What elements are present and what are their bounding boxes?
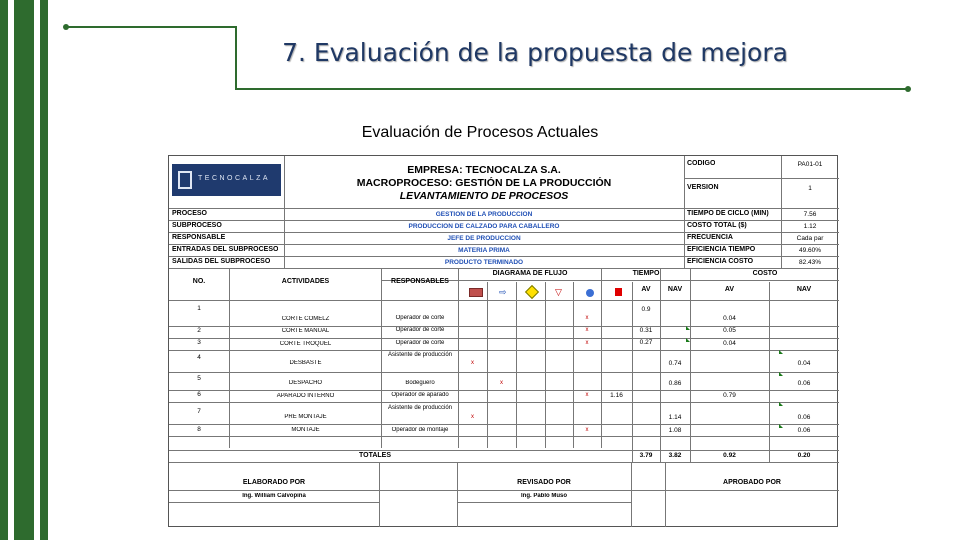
frame-line [235,88,909,90]
col-header-cost-av: AV [724,286,735,293]
row-flow-mark: x [585,427,589,433]
company-logo [172,164,281,196]
row-flow-mark: x [585,315,589,321]
left-stripe [40,0,48,540]
field-value: JEFE DE PRODUCCIÓN [447,235,521,242]
frame-dot [63,24,69,30]
row-time-nav: 1.14 [668,414,682,421]
col-header-responsible: RESPONSABLES [391,278,449,285]
row-responsible: Operador de corte [395,340,445,346]
field-value: MATERIA PRIMA [458,247,510,254]
row-activity: CORTE COMELZ [281,316,330,322]
row-flow-mark: x [471,360,474,366]
field-value: PRODUCTO TERMINADO [444,259,524,266]
row-activity: CORTE TROQUEL [279,341,332,347]
row-responsible: Operador de aparado [391,392,449,398]
version-value: 1 [808,185,812,192]
code-label: CODIGO [687,160,716,167]
field-label: RESPONSABLE [172,234,226,241]
row-cost-nav: 0.04 [797,360,811,367]
left-stripe [0,0,8,540]
col-header-cost: COSTO [752,270,778,277]
row-activity: DESPACHO [288,380,323,386]
metric-value: Cada par [796,235,824,242]
row-cost-av: 0.04 [723,315,736,322]
row-no: 8 [197,426,201,433]
left-stripe [14,0,34,540]
row-no: 7 [197,408,201,415]
logo-text: TECNOCALZA [198,175,271,182]
total-cost-av: 0.92 [723,452,736,459]
row-activity: CORTE MANUAL [281,328,330,334]
col-header-no: NO. [192,278,206,285]
row-no: 3 [197,339,201,346]
row-responsible: Asistente de producción [387,405,453,411]
cell-note-marker [779,402,783,406]
row-no: 2 [197,327,201,334]
field-label: SALIDAS DEL SUBPROCESO [172,258,271,265]
logo-icon [178,171,192,189]
total-cost-nav: 0.20 [797,452,811,459]
totals-label: TOTALES [358,452,392,459]
sheet-heading: LEVANTAMIENTO DE PROCESOS [399,190,569,202]
row-responsible: Operador de montaje [391,427,449,433]
company-name: EMPRESA: TECNOCALZA S.A. [407,164,561,176]
col-header-time-av: AV [641,286,651,293]
slide-title: 7. Evaluación de la propuesta de mejora [282,38,788,67]
prepared-by-name: Ing. William Calvopiña [242,493,306,499]
row-cost-nav: 0.06 [797,414,811,421]
prepared-by-label: ELABORADO POR [242,479,306,486]
field-value: PRODUCCIÓN DE CALZADO PARA CABALLERO [408,223,560,230]
row-responsible: Operador de corte [395,327,445,333]
row-cost-av: 0.05 [723,327,736,334]
row-no: 6 [197,391,201,398]
field-value: GESTIÓN DE LA PRODUCCIÓN [435,211,533,218]
field-label: PROCESO [172,210,208,217]
metric-value: 82.43% [798,259,822,266]
row-cost-nav: 0.06 [797,380,811,387]
row-activity: APARADO INTERNO [276,393,335,399]
cell-note-marker [686,338,690,342]
row-responsible: Operador de corte [395,315,445,321]
frame-line [66,26,236,28]
row-time-nav: 0.31 [639,327,653,334]
row-responsible: Bodeguero [405,380,435,386]
field-label: ENTRADAS DEL SUBPROCESO [172,246,279,253]
field-label: SUBPROCESO [172,222,222,229]
frame-line [235,26,237,90]
row-activity: MONTAJE [291,427,320,433]
metric-value: 1.12 [803,223,817,230]
metric-label: FRECUENCIA [687,234,733,241]
row-cost-av: 0.79 [723,392,736,399]
inspection-circle-icon [586,289,594,297]
row-no: 1 [197,305,201,312]
col-header-cost-nav: NAV [796,286,812,293]
row-flow-mark: x [500,380,503,386]
row-activity: PRE MONTAJE [284,414,327,420]
row-time-nav: 0.27 [639,339,653,346]
col-header-flow: DIAGRAMA DE FLUJO [492,270,568,277]
macroprocess: MACROPROCESO: GESTIÓN DE LA PRODUCCIÓN [356,177,612,189]
col-header-time: TIEMPO [632,270,660,277]
row-no: 5 [197,375,201,382]
process-sheet [168,155,838,527]
row-activity: DESBASTE [289,360,322,366]
version-label: VERSIÓN [687,184,719,191]
transport-arrow-icon: ⇨ [499,287,507,297]
total-time-nav: 3.82 [668,452,682,459]
row-flow-mark: x [585,327,589,333]
delay-icon [615,288,622,296]
row-time-nav: 0.86 [668,380,682,387]
row-time-nav: 0.74 [668,360,682,367]
reviewed-by-name: Ing. Pablo Muso [521,493,567,499]
col-header-activities: ACTIVIDADES [281,278,330,285]
row-responsible: Asistente de producción [387,352,453,358]
row-cost-nav: 0.06 [797,427,811,434]
frame-dot [905,86,911,92]
metric-label: TIEMPO DE CICLO (MIN) [687,210,769,217]
row-flow-mark: x [585,392,589,398]
total-time-av: 3.79 [639,452,653,459]
row-time-nav: 0.9 [641,306,651,313]
metric-label: EFICIENCIA TIEMPO [687,246,756,253]
cell-note-marker [686,326,690,330]
row-time-nav: 1.08 [668,427,682,434]
metric-value: 49.60% [798,247,822,254]
storage-triangle-icon: ▽ [555,287,562,297]
cell-note-marker [779,372,783,376]
metric-label: EFICIENCIA COSTO [687,258,754,265]
metric-label: COSTO TOTAL ($) [687,222,747,229]
col-header-time-nav: NAV [667,286,683,293]
metric-value: 7.56 [803,211,817,218]
row-no: 4 [197,354,201,361]
reviewed-by-label: REVISADO POR [517,479,571,486]
approved-by-label: APROBADO POR [723,479,781,486]
cell-note-marker [779,424,783,428]
decision-diamond-icon [525,285,539,299]
cell-note-marker [779,350,783,354]
code-value: PA01-01 [797,161,823,168]
row-flow-mark: x [471,414,474,420]
row-time-av: 1.16 [610,392,623,399]
row-flow-mark: x [585,340,589,346]
operation-symbol [469,288,483,297]
slide-subtitle: Evaluación de Procesos Actuales [361,124,599,141]
row-cost-av: 0.04 [723,340,736,347]
